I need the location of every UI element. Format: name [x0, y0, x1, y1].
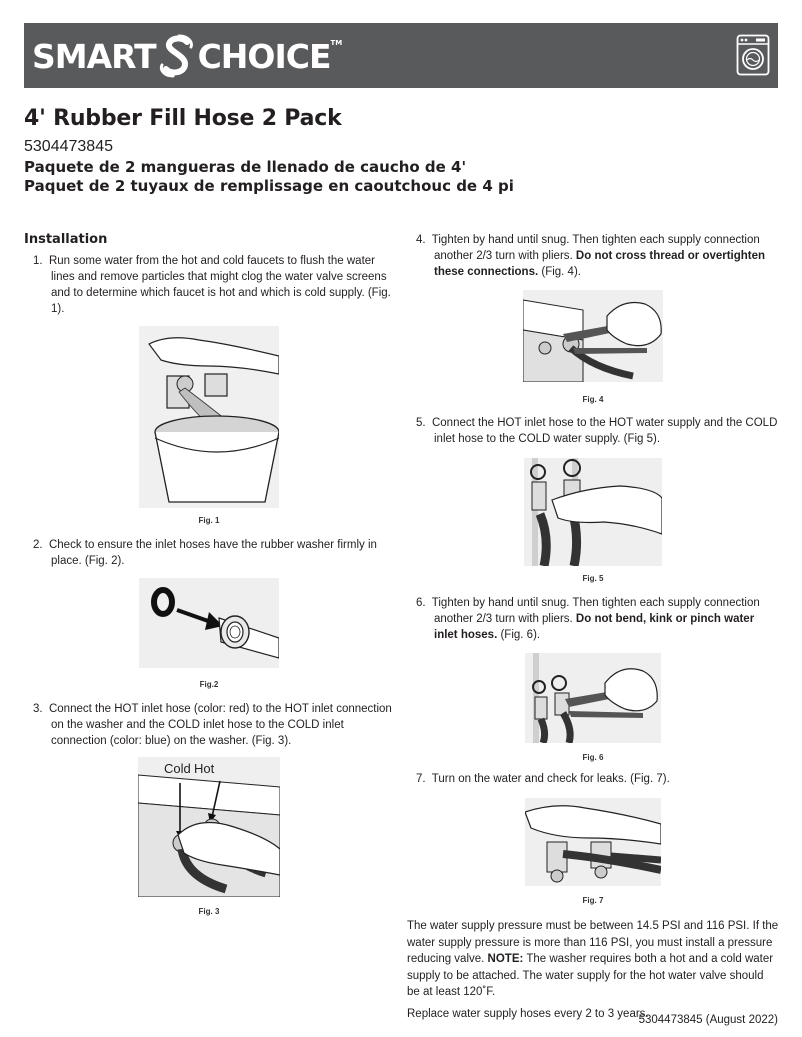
figure-5-illustration: [524, 458, 662, 566]
subtitle-spanish: Paquete de 2 mangueras de llenado de caucho de 4': [24, 158, 467, 176]
subtitle-french: Paquet de 2 tuyaux de remplissage en caoutchouc de 4 pi: [24, 177, 514, 195]
hose-to-supply-drawing: [524, 458, 662, 566]
step-number: 7.: [416, 773, 426, 785]
figure-1-illustration: [139, 326, 279, 508]
logo-s-mark-icon: [157, 33, 197, 79]
note-text-2: The washer requires both a hot and a cold water supply to be attached. The water supply for the hot water valve should be at least 120˚F.: [407, 953, 774, 998]
step-text: Connect the HOT inlet hose to the HOT water supply and the COLD inlet hose to the COLD water supply. (Fig 5).: [431, 417, 778, 445]
washer-hose-connection-drawing: [138, 757, 280, 897]
logo-trademark: TM: [330, 39, 343, 47]
logo-text-choice: CHOICE: [197, 36, 331, 76]
note-label: NOTE:: [487, 953, 524, 965]
left-column: [24, 232, 394, 916]
step-text: Run some water from the hot and cold faucets to flush the water lines and remove particles that might clog the water valve screens and to determine which faucet is hot and which is cold supply. (Fig. 1).: [48, 255, 391, 315]
step-ref: (Fig. 4).: [538, 266, 581, 278]
step-warning: Do not cross thread or overtighten these connections.: [434, 250, 766, 278]
step-6: [407, 595, 779, 643]
step-7: [407, 771, 779, 787]
figure-1-caption: Fig. 1: [198, 516, 220, 525]
rubber-washer-drawing: [139, 578, 279, 668]
step-number: 6.: [416, 597, 426, 609]
figure-6-illustration: [525, 653, 661, 743]
step-number: 5.: [416, 417, 426, 429]
figure-5-caption: Fig. 5: [582, 574, 604, 583]
check-leaks-drawing: [525, 798, 661, 886]
brand-logo: [32, 33, 342, 79]
step-3: [24, 701, 394, 749]
pliers-tightening-drawing: [523, 290, 663, 382]
step-warning: Do not bend, kink or pinch water inlet hoses.: [434, 613, 755, 641]
figure-6-caption: Fig. 6: [582, 753, 604, 762]
step-text: Turn on the water and check for leaks. (Fig. 7).: [431, 773, 670, 785]
step-5: [407, 415, 779, 447]
pliers-supply-drawing: [525, 653, 661, 743]
note-text-1: The water supply pressure must be between 14.5 PSI and 116 PSI. If the water supply pressure is more than 116 PSI, you must install a pressure reducing valve.: [407, 920, 779, 965]
step-2: [24, 537, 394, 569]
step-4: [407, 232, 779, 280]
washing-machine-icon: [736, 34, 770, 76]
step-number: 3.: [33, 703, 43, 715]
step-text: Connect the HOT inlet hose (color: red) to the HOT inlet connection on the washer and the COLD inlet hose to the COLD inlet connection (color: blue) on the washer. (Fig. 3).: [48, 703, 392, 747]
step-number: 2.: [33, 539, 43, 551]
replace-hoses-note: Replace water supply hoses every 2 to 3 years.: [407, 1007, 649, 1020]
label-hot: Hot: [194, 761, 215, 776]
figure-4-caption: Fig. 4: [582, 395, 604, 404]
step-text: Tighten by hand until snug. Then tighten each supply connection another 2/3 turn with pliers.: [431, 234, 760, 262]
water-pressure-note: [407, 918, 779, 1001]
faucet-bucket-drawing: [139, 326, 279, 508]
installation-heading: Installation: [24, 232, 108, 247]
step-text: Check to ensure the inlet hoses have the rubber washer firmly in place. (Fig. 2).: [48, 539, 377, 567]
figure-3-illustration: [138, 757, 280, 897]
label-cold: Cold: [164, 761, 191, 776]
figure-7-illustration: [525, 798, 661, 886]
figure-2-illustration: [139, 578, 279, 668]
figure-7-caption: Fig. 7: [582, 896, 604, 905]
right-column: [407, 232, 779, 1022]
logo-text-smart: SMART: [32, 36, 156, 76]
page-title: 4' Rubber Fill Hose 2 Pack: [24, 106, 342, 131]
step-number: 4.: [416, 234, 426, 246]
figure-3-caption: Fig. 3: [198, 907, 220, 916]
step-number: 1.: [33, 255, 43, 267]
step-1: [24, 253, 394, 317]
part-number: 5304473845: [24, 138, 113, 155]
step-ref: (Fig. 6).: [497, 629, 541, 641]
step-text: Tighten by hand until snug. Then tighten each supply connection another 2/3 turn with pliers.: [431, 597, 760, 625]
footer-document-id: 5304473845 (August 2022): [638, 1014, 778, 1026]
header-banner: [24, 23, 778, 88]
figure-4-illustration: [523, 290, 663, 382]
figure-2-caption: Fig.2: [199, 680, 219, 689]
